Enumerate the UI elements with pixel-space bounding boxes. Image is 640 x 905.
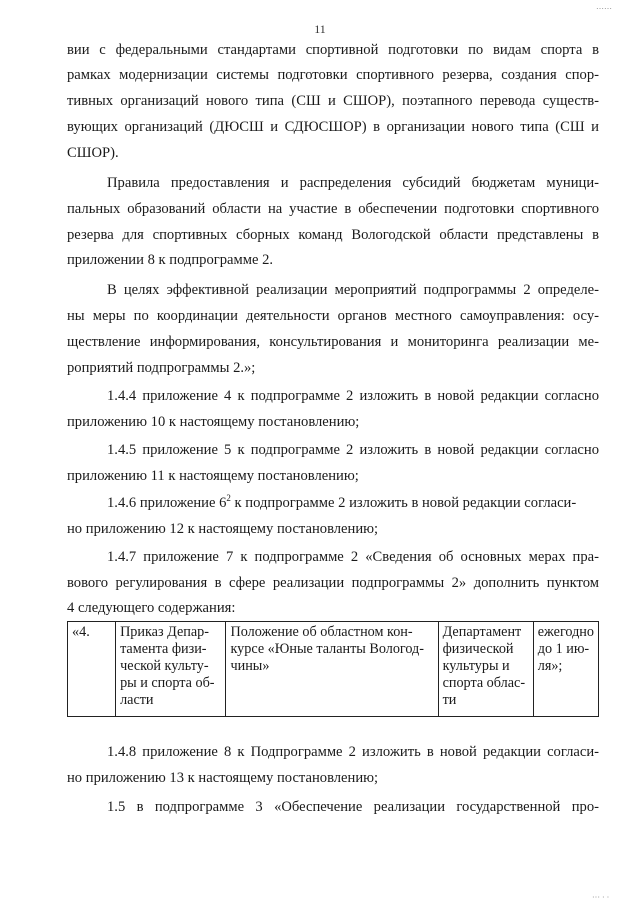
superscript: 2 (226, 493, 231, 503)
para2-line: Правила предоставления и распределения субсидий бюджетам муници- (107, 175, 599, 191)
page-number: 11 (314, 22, 326, 36)
para3-line: ществление информирования, консультирования и мониторинга реализации ме- (67, 334, 599, 350)
item-147-line: 1.4.7 приложение 7 к подпрограмме 2 «Сведения об основных мерах пра- (107, 549, 599, 565)
para1-line: вующих организаций (ДЮСШ и СДЮСШОР) в организации нового типа (СШ и (67, 119, 599, 135)
table-row (68, 622, 599, 717)
item-146-text: к подпрограмме 2 изложить в новой редакции согласи- (230, 495, 577, 511)
item-148-line: 1.4.8 приложение 8 к Подпрограмме 2 изложить в новой редакции согласи- (107, 744, 599, 760)
para1-line: тивных организаций нового типа (СШ и СШОР), поэтапного перевода существ- (67, 93, 599, 109)
para1-line: рамках модернизации системы подготовки спортивного резерва, создания спор- (67, 67, 599, 83)
item-147-line: 4 следующего содержания: (67, 600, 236, 616)
item-148-line: но приложению 13 к настоящему постановлению; (67, 770, 379, 786)
insert-table (67, 621, 599, 717)
para3-line: роприятий подпрограммы 2.»; (67, 360, 256, 376)
table-cell-number: «4. (68, 622, 116, 717)
corner-mark-top: …… (596, 2, 612, 11)
table-cell-title: Положение об областном кон- курсе «Юные таланты Вологод- чины» (226, 622, 438, 717)
para2-line: пальных образований области на участие в обеспечении подготовки спортивного (67, 201, 599, 217)
table-cell-act: Приказ Депар- тамента физи- ческой культу- ры и спорта об- ласти (116, 622, 226, 717)
para2-line: резерва для спортивных сборных команд Вологодской области представлены в (67, 227, 599, 243)
item-147-line: вового регулирования в сфере реализации подпрограммы 2» дополнить пунктом (67, 575, 599, 591)
item-146-text: 1.4.6 приложение 6 (107, 495, 227, 511)
item-145-line: 1.4.5 приложение 5 к подпрограмме 2 изложить в новой редакции согласно (107, 442, 599, 458)
para3-line: В целях эффективной реализации мероприятий подпрограммы 2 определе- (107, 282, 599, 298)
corner-mark-bottom: ··· · · (592, 893, 610, 902)
item-145-line: приложению 11 к настоящему постановлению; (67, 468, 359, 484)
item-15-line: 1.5 в подпрограмме 3 «Обеспечение реализации государственной про- (107, 799, 599, 815)
item-146-line: но приложению 12 к настоящему постановлению; (67, 521, 379, 537)
table-cell-deadline: ежегодно до 1 ию- ля»; (533, 622, 598, 717)
para1-line: СШОР). (67, 145, 119, 161)
item-144-line: 1.4.4 приложение 4 к подпрограмме 2 изложить в новой редакции согласно (107, 388, 599, 404)
para3-line: ны меры по координации деятельности органов местного самоуправления: осу- (67, 308, 599, 324)
table-cell-executor: Департамент физической культуры и спорта облас- ти (438, 622, 533, 717)
item-144-line: приложению 10 к настоящему постановлению; (67, 414, 360, 430)
item-146-line (107, 494, 599, 512)
para2-line: приложении 8 к подпрограмме 2. (67, 252, 274, 268)
para1-line: вии с федеральными стандартами спортивной подготовки по видам спорта в (67, 42, 599, 58)
